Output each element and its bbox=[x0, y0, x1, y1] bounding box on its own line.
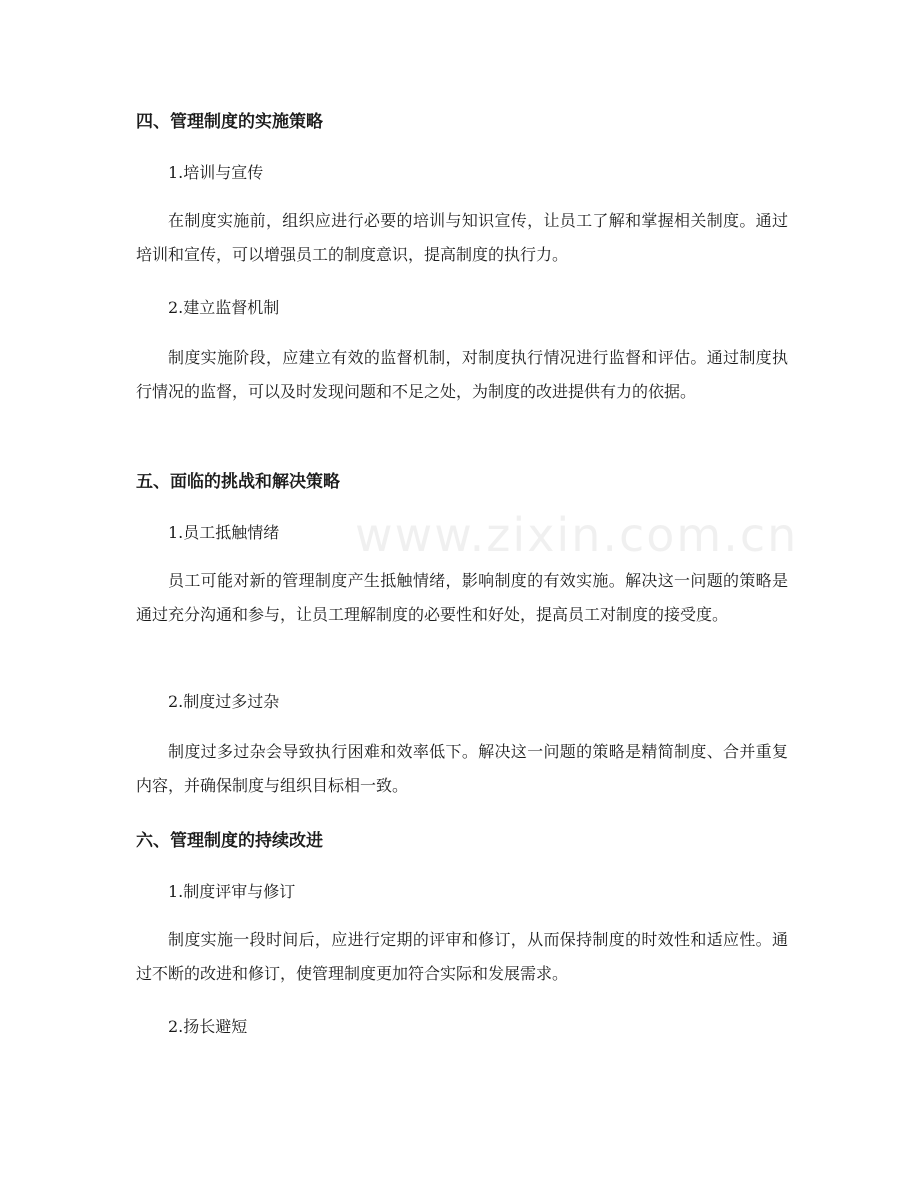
section-5-item-1-paragraph: 员工可能对新的管理制度产生抵触情绪，影响制度的有效实施。解决这一问题的策略是通过充分沟通和参与，让员工理解制度的必要性和好处，提高员工对制度的接受度。 bbox=[136, 571, 788, 624]
section-4-item-2-title: 2.建立监督机制 bbox=[168, 298, 280, 317]
section-6-item-2-title: 2.扬长避短 bbox=[168, 1017, 248, 1036]
section-5-item-2-paragraph: 制度过多过杂会导致执行困难和效率低下。解决这一问题的策略是精简制度、合并重复内容，并确保制度与组织目标相一致。 bbox=[136, 742, 788, 795]
section-6-item-1-title: 1.制度评审与修订 bbox=[168, 882, 296, 901]
section-5-heading: 五、面临的挑战和解决策略 bbox=[136, 472, 340, 492]
section-4-item-1-paragraph: 在制度实施前，组织应进行必要的培训与知识宣传，让员工了解和掌握相关制度。通过培训和宣传，可以增强员工的制度意识，提高制度的执行力。 bbox=[136, 211, 788, 264]
section-4-item-2-paragraph: 制度实施阶段，应建立有效的监督机制，对制度执行情况进行监督和评估。通过制度执行情况的监督，可以及时发现问题和不足之处，为制度的改进提供有力的依据。 bbox=[136, 348, 788, 401]
section-6-item-1-paragraph: 制度实施一段时间后，应进行定期的评审和修订，从而保持制度的时效性和适应性。通过不断的改进和修订，使管理制度更加符合实际和发展需求。 bbox=[136, 930, 788, 983]
section-5-item-1-title: 1.员工抵触情绪 bbox=[168, 523, 280, 542]
section-6-heading: 六、管理制度的持续改进 bbox=[136, 831, 323, 851]
section-5-item-2-title: 2.制度过多过杂 bbox=[168, 692, 280, 711]
section-4-heading: 四、管理制度的实施策略 bbox=[136, 112, 323, 132]
section-4-item-1-title: 1.培训与宣传 bbox=[168, 163, 264, 182]
watermark: www.zixin.com.cn bbox=[355, 508, 799, 562]
